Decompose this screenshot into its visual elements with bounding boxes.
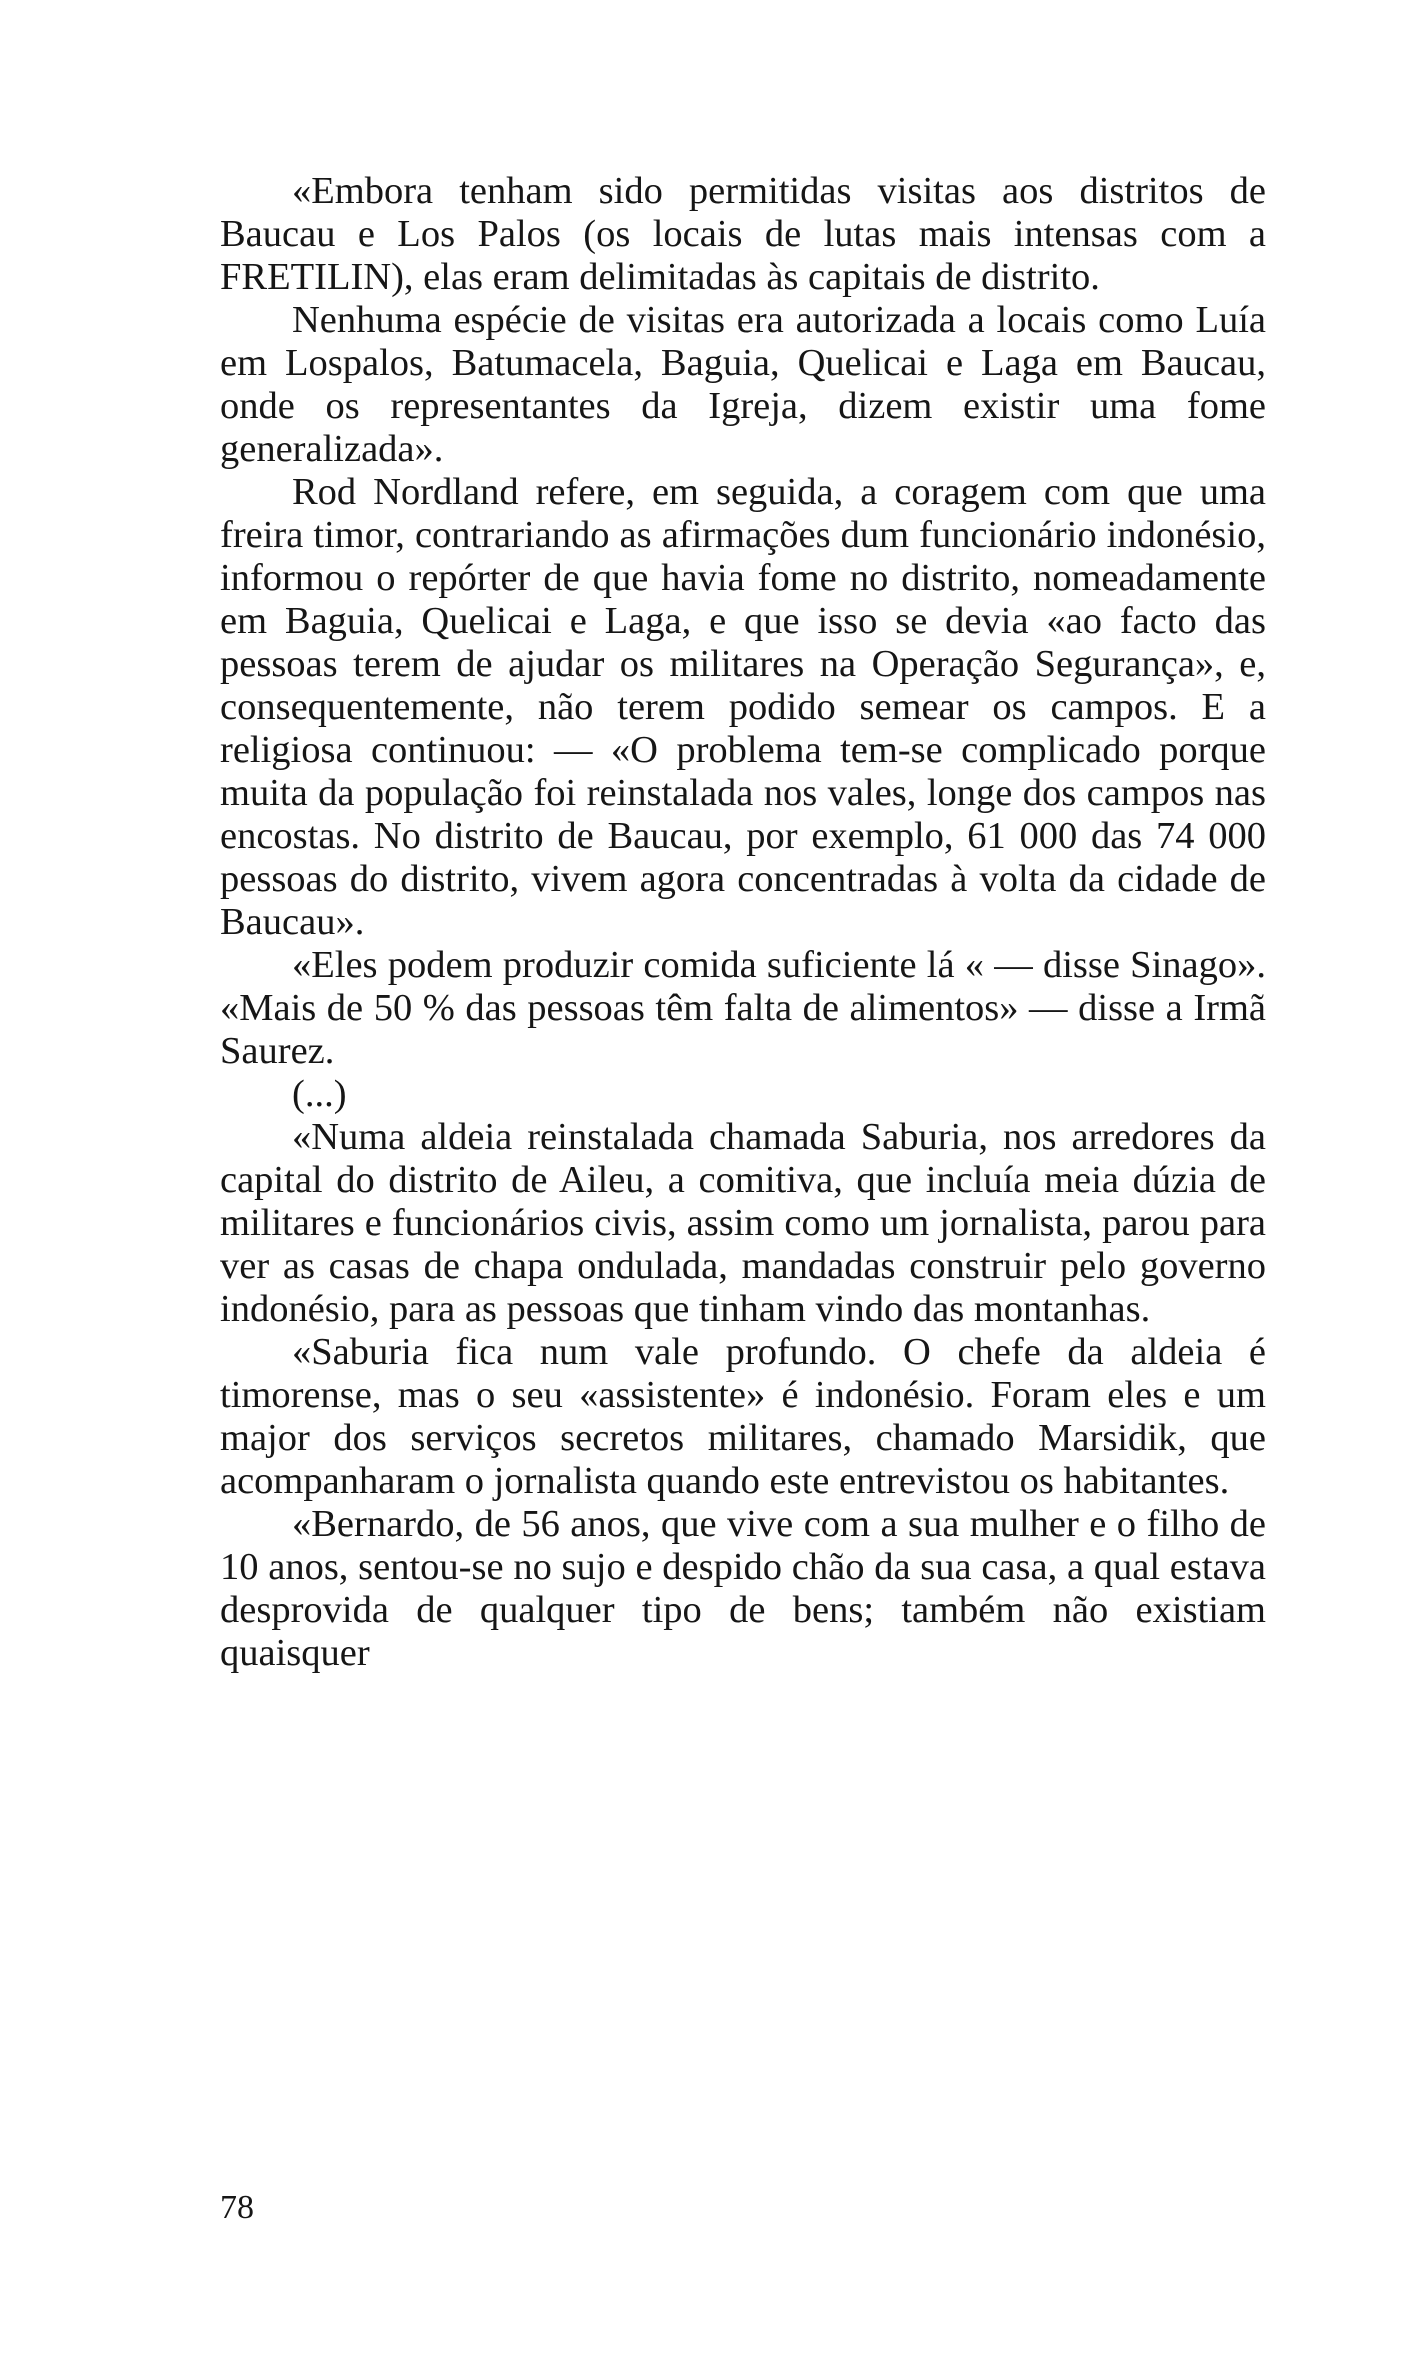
paragraph-7: «Saburia fica num vale profundo. O chefe da aldeia é timorense, mas o seu «assistente» é indonésio. Foram eles e um major dos serviços secretos militares, chamado Marsidik, que acompanharam o jornalista quando este entrevistou os habitantes. bbox=[220, 1331, 1266, 1502]
paragraph-4: «Eles podem produzir comida suficiente lá « — disse Sinago». «Mais de 50 % das pessoas têm falta de alimentos» — disse a Irmã Saurez. bbox=[220, 944, 1266, 1072]
paragraph-8: «Bernardo, de 56 anos, que vive com a sua mulher e o filho de 10 anos, sentou-se no sujo e despido chão da sua casa, a qual estava desprovida de qualquer tipo de bens; também não existiam quaisquer bbox=[220, 1503, 1266, 1674]
page-number: 78 bbox=[220, 2189, 254, 2226]
paragraph-ellipsis: (...) bbox=[292, 1073, 347, 1115]
paragraph-2: Nenhuma espécie de visitas era autorizada a locais como Luía em Lospalos, Batumacela, Baguia, Quelicai e Laga em Baucau, onde os representantes da Igreja, dizem existir uma fome generalizada». bbox=[220, 299, 1266, 470]
body-text bbox=[220, 170, 1266, 1675]
paragraph-3: Rod Nordland refere, em seguida, a coragem com que uma freira timor, contrariando as afirmações dum funcionário indonésio, informou o repórter de que havia fome no distrito, nomeadamente em Baguia, Quelicai e Laga, e que isso se devia «ao facto das pessoas terem de ajudar os militares na Operação Segurança», e, consequentemente, não terem podido semear os campos. E a religiosa continuou: — «O problema tem-se complicado porque muita da população foi reinstalada nos vales, longe dos campos nas encostas. No distrito de Baucau, por exemplo, 61 000 das 74 000 pessoas do distrito, vivem agora concentradas à volta da cidade de Baucau». bbox=[220, 471, 1266, 943]
paragraph-1: «Embora tenham sido permitidas visitas aos distritos de Baucau e Los Palos (os locais de lutas mais intensas com a FRETILIN), elas eram delimitadas às capitais de distrito. bbox=[220, 170, 1266, 298]
paragraph-6: «Numa aldeia reinstalada chamada Saburia, nos arredores da capital do distrito de Aileu, a comitiva, que incluía meia dúzia de militares e funcionários civis, assim como um jornalista, parou para ver as casas de chapa ondulada, mandadas construir pelo governo indonésio, para as pessoas que tinham vindo das montanhas. bbox=[220, 1116, 1266, 1330]
